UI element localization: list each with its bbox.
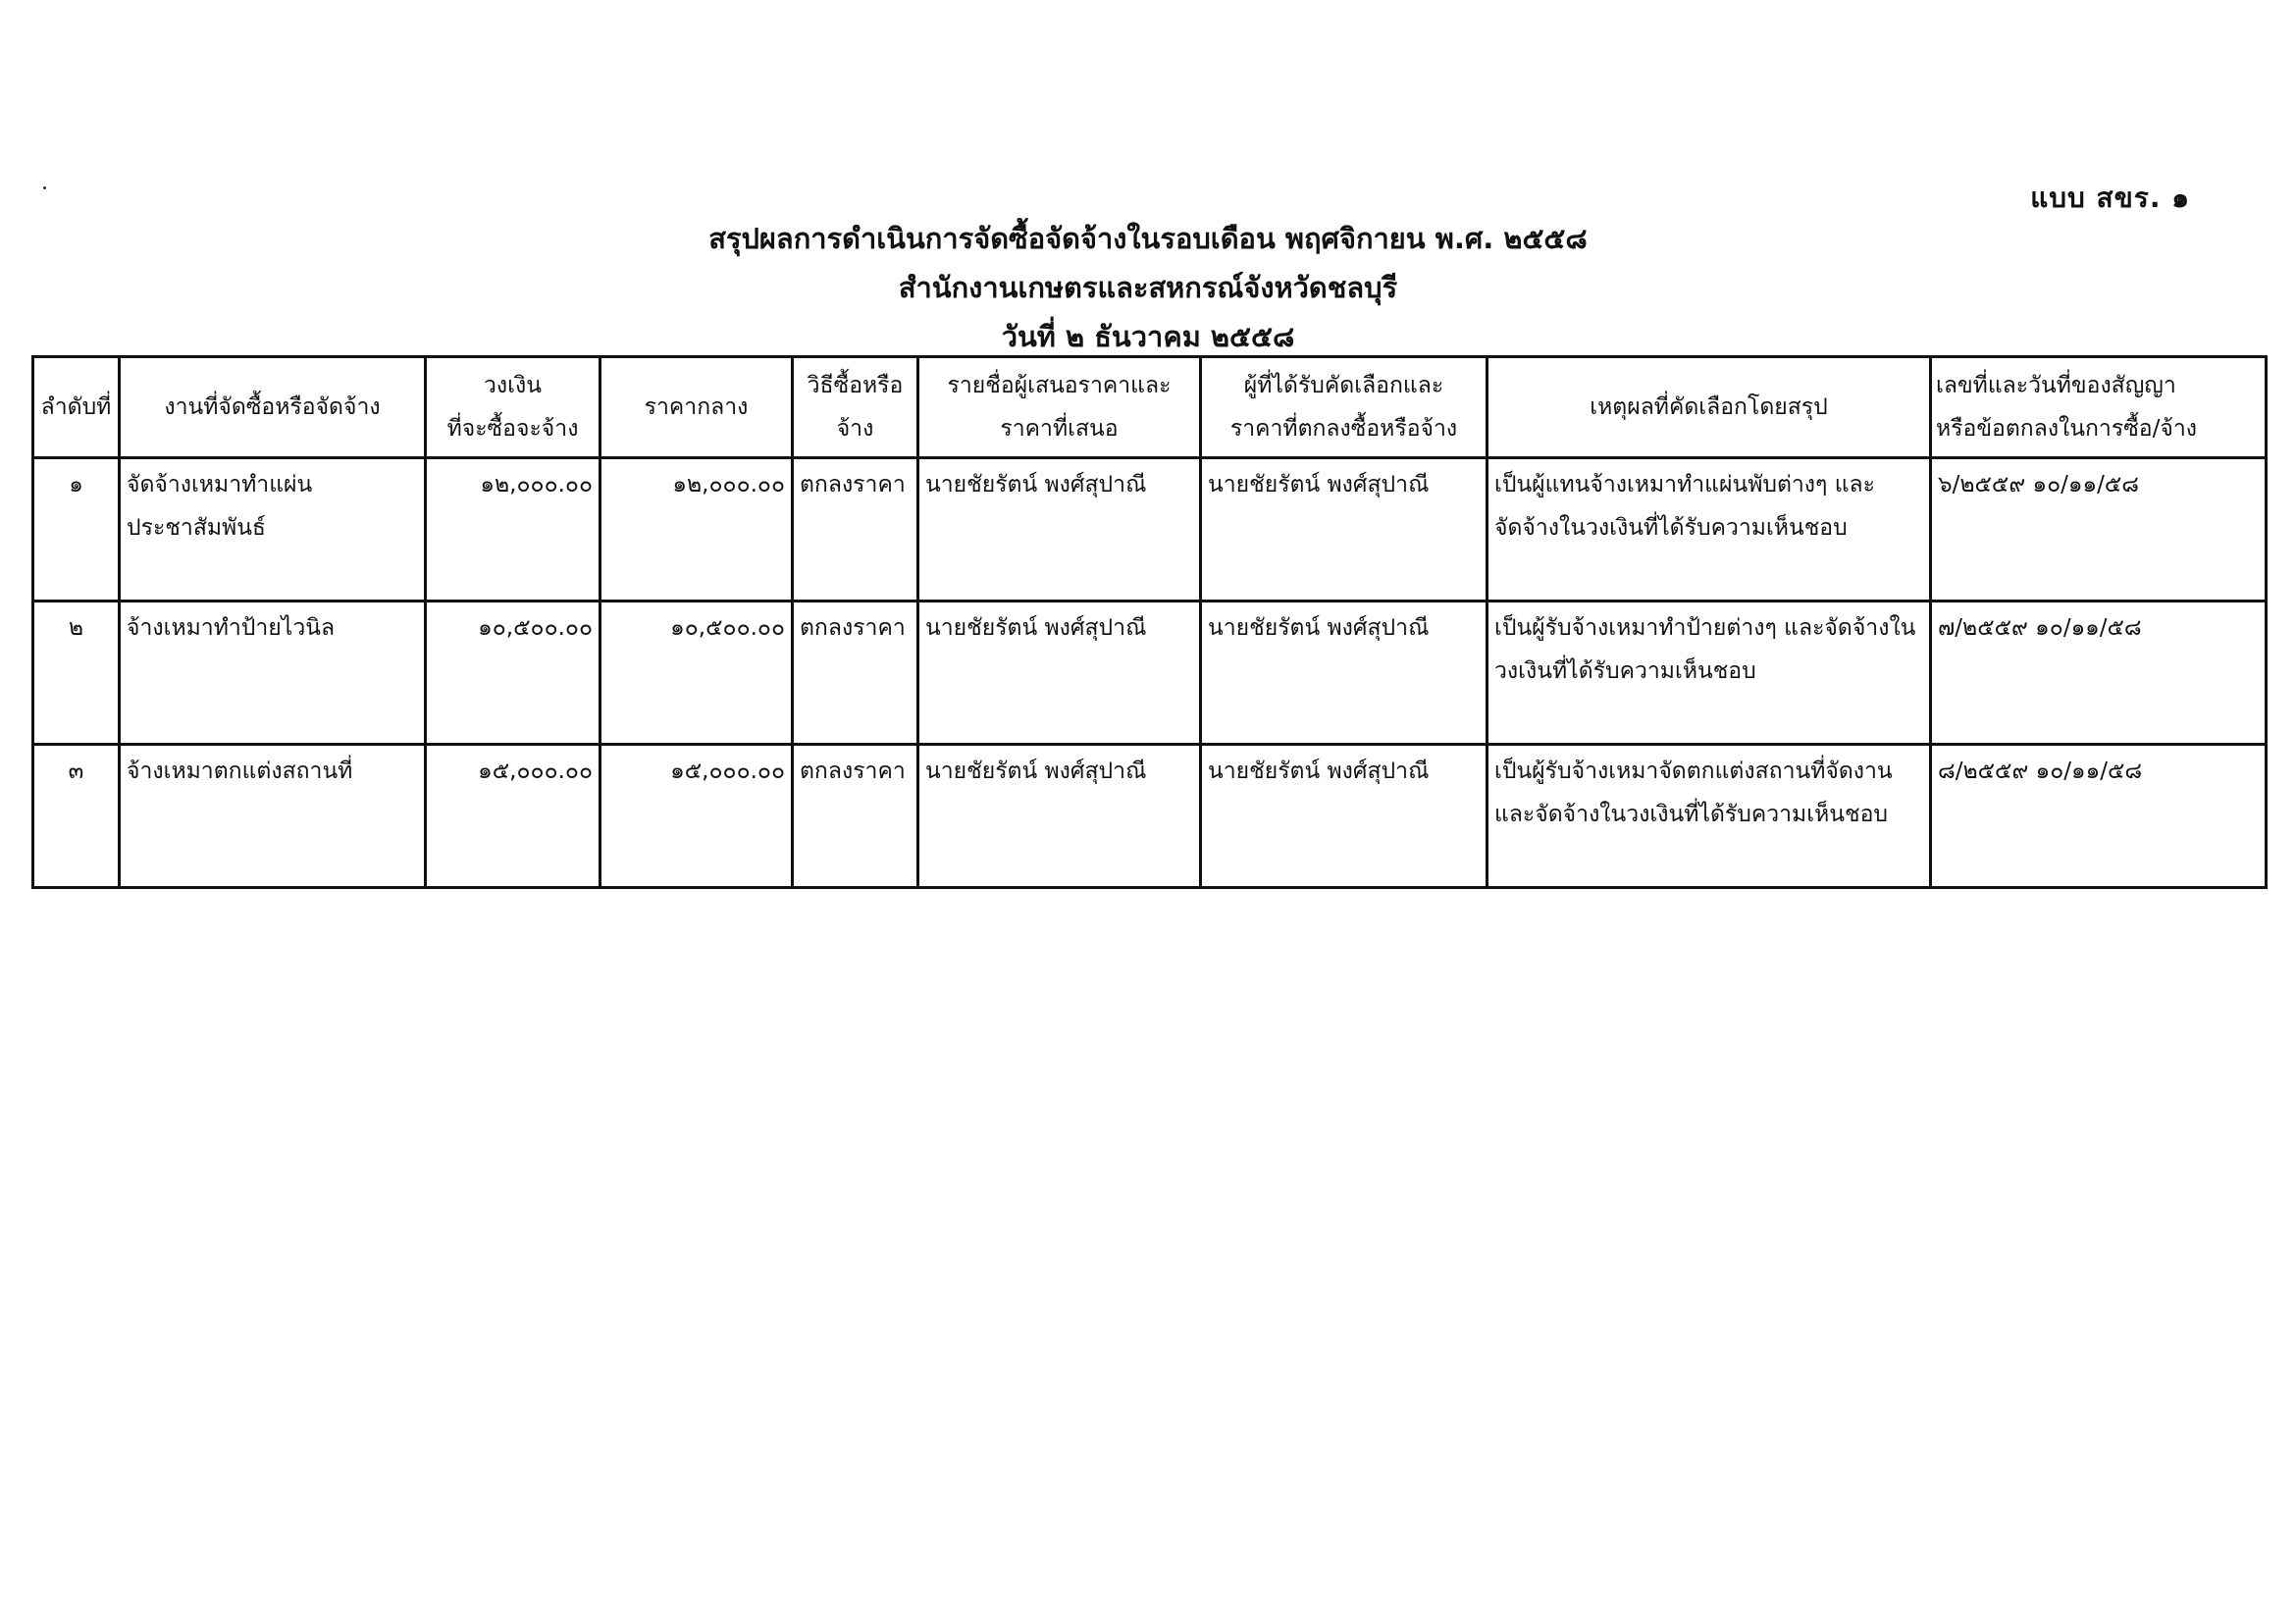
- table-row: [33, 602, 2267, 745]
- cell-budget: ๑๒,๐๐๐.๐๐: [426, 458, 600, 602]
- col-header-contract: เลขที่และวันที่ของสัญญา หรือข้อตกลงในการซื้อ/จ้าง: [1931, 357, 2267, 458]
- table-row: [33, 745, 2267, 888]
- document-header: [0, 214, 2296, 361]
- cell-reason: เป็นผู้รับจ้างเหมาจัดตกแต่งสถานที่จัดงาน และจัดจ้างในวงเงินที่ได้รับความเห็นชอบ: [1487, 745, 1931, 888]
- cell-contract: ๘/๒๕๕๙ ๑๐/๑๑/๕๘: [1931, 745, 2267, 888]
- cell-no: ๑: [33, 458, 120, 602]
- col-header-bidders: รายชื่อผู้เสนอราคาและ ราคาที่เสนอ: [918, 357, 1201, 458]
- cell-selected: นายชัยรัตน์ พงศ์สุปาณี: [1201, 458, 1487, 602]
- col-header-no: ลำดับที่: [33, 357, 120, 458]
- cell-method: ตกลงราคา: [793, 602, 918, 745]
- col-header-selected: ผู้ที่ได้รับคัดเลือกและ ราคาที่ตกลงซื้อหรือจ้าง: [1201, 357, 1487, 458]
- cell-median-price: ๑๒,๐๐๐.๐๐: [600, 458, 793, 602]
- col-header-budget: วงเงิน ที่จะซื้อจะจ้าง: [426, 357, 600, 458]
- cell-median-price: ๑๐,๕๐๐.๐๐: [600, 602, 793, 745]
- cell-budget: ๑๕,๐๐๐.๐๐: [426, 745, 600, 888]
- cell-work: จ้างเหมาตกแต่งสถานที่: [120, 745, 426, 888]
- document-title: สรุปผลการดำเนินการจัดซื้อจัดจ้างในรอบเดือน พฤศจิกายน พ.ศ. ๒๕๕๘: [708, 222, 1588, 255]
- col-header-work: งานที่จัดซื้อหรือจัดจ้าง: [120, 357, 426, 458]
- procurement-table: [31, 355, 2268, 889]
- cell-method: ตกลงราคา: [793, 458, 918, 602]
- cell-budget: ๑๐,๕๐๐.๐๐: [426, 602, 600, 745]
- cell-work: จ้างเหมาทำป้ายไวนิล: [120, 602, 426, 745]
- cell-selected: นายชัยรัตน์ พงศ์สุปาณี: [1201, 745, 1487, 888]
- cell-selected: นายชัยรัตน์ พงศ์สุปาณี: [1201, 602, 1487, 745]
- form-code: แบบ สขร. ๑: [2030, 182, 2190, 214]
- cell-median-price: ๑๕,๐๐๐.๐๐: [600, 745, 793, 888]
- col-header-reason: เหตุผลที่คัดเลือกโดยสรุป: [1487, 357, 1931, 458]
- report-date: วันที่ ๒ ธันวาคม ๒๕๕๘: [1001, 320, 1295, 353]
- cell-bidder: นายชัยรัตน์ พงศ์สุปาณี: [918, 745, 1201, 888]
- cell-no: ๓: [33, 745, 120, 888]
- cell-bidder: นายชัยรัตน์ พงศ์สุปาณี: [918, 602, 1201, 745]
- col-header-median-price: ราคากลาง: [600, 357, 793, 458]
- table-header-row: [33, 357, 2267, 458]
- table-row: [33, 458, 2267, 602]
- cell-work: จัดจ้างเหมาทำแผ่น ประชาสัมพันธ์: [120, 458, 426, 602]
- stray-dot: [43, 186, 46, 189]
- cell-contract: ๗/๒๕๕๙ ๑๐/๑๑/๕๘: [1931, 602, 2267, 745]
- cell-bidder: นายชัยรัตน์ พงศ์สุปาณี: [918, 458, 1201, 602]
- office-name: สำนักงานเกษตรและสหกรณ์จังหวัดชลบุรี: [898, 271, 1398, 304]
- cell-no: ๒: [33, 602, 120, 745]
- cell-reason: เป็นผู้แทนจ้างเหมาทำแผ่นพับต่างๆ และ จัดจ้างในวงเงินที่ได้รับความเห็นชอบ: [1487, 458, 1931, 602]
- cell-contract: ๖/๒๕๕๙ ๑๐/๑๑/๕๘: [1931, 458, 2267, 602]
- col-header-method: วิธีซื้อหรือ จ้าง: [793, 357, 918, 458]
- cell-method: ตกลงราคา: [793, 745, 918, 888]
- cell-reason: เป็นผู้รับจ้างเหมาทำป้ายต่างๆ และจัดจ้างใน วงเงินที่ได้รับความเห็นชอบ: [1487, 602, 1931, 745]
